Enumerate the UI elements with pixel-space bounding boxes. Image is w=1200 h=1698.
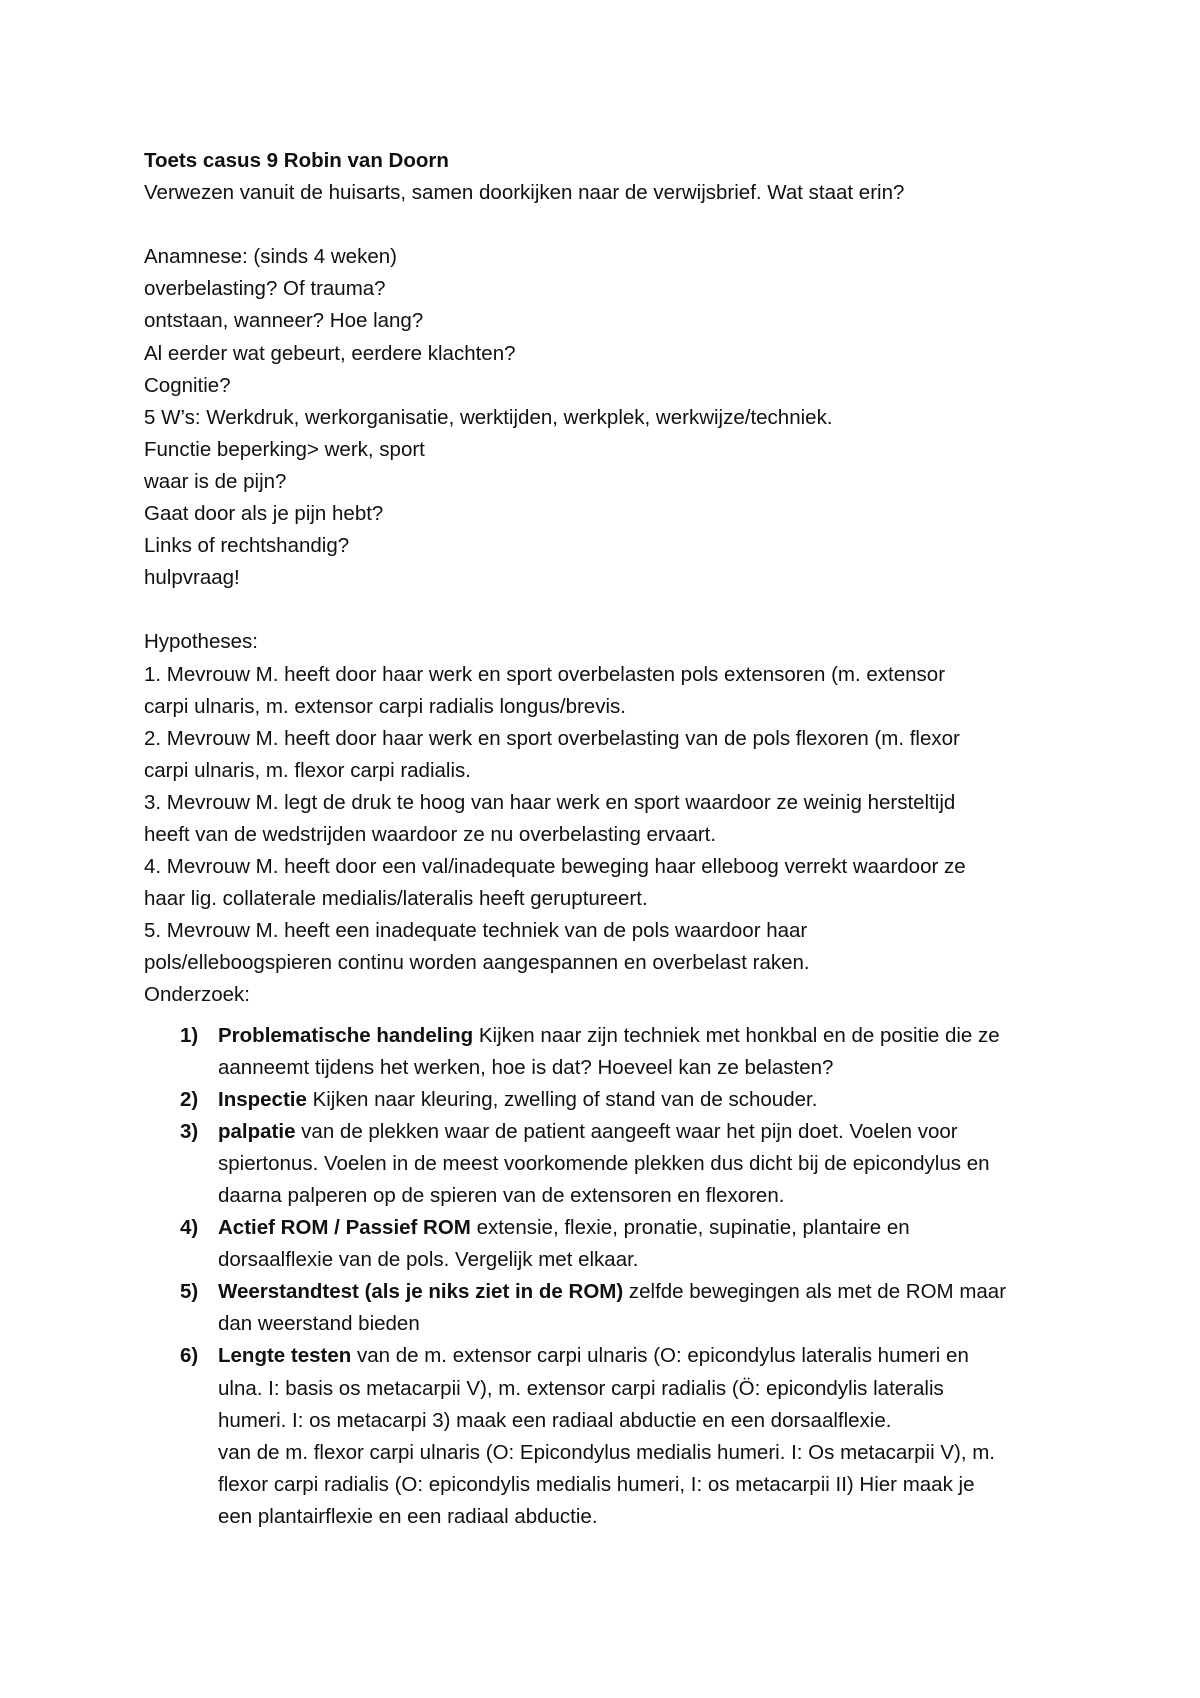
onderzoek-item [144,1116,1064,1212]
hypothesis-line: carpi ulnaris, m. flexor carpi radialis. [144,758,471,782]
item-label: Weerstandtest (als je niks ziet in de ROM) [218,1280,624,1304]
anamnese-line: ontstaan, wanneer? Hoe lang? [144,309,424,333]
item-text: zelfde bewegingen als met de ROM maar [623,1280,1007,1304]
list-number: 1) [180,1023,199,1047]
item-text: dorsaalflexie van de pols. Vergelijk met elkaar. [218,1248,639,1272]
anamnese-line: 5 W’s: Werkdruk, werkorganisatie, werktijden, werkplek, werkwijze/techniek. [144,405,833,429]
item-text: humeri. I: os metacarpi 3) maak een radiaal abductie en een dorsaalflexie. [218,1408,892,1432]
anamnese-line: hulpvraag! [144,566,240,590]
anamnese-section [144,241,1064,594]
anamnese-heading: Anamnese: (sinds 4 weken) [144,245,397,269]
list-number: 5) [180,1280,199,1304]
item-label: Inspectie [218,1087,307,1111]
hypothesis-line: 1. Mevrouw M. heeft door haar werk en sport overbelasten pols extensoren (m. extensor [144,662,946,686]
hypothesis-line: 4. Mevrouw M. heeft door een val/inadequate beweging haar elleboog verrekt waardoor ze [144,855,966,879]
item-text: spiertonus. Voelen in de meest voorkomende plekken dus dicht bij de epicondylus en [218,1151,990,1175]
hypothesis-line: 2. Mevrouw M. heeft door haar werk en sport overbelasting van de pols flexoren (m. flexor [144,726,960,750]
item-label: Actief ROM / Passief ROM [218,1216,471,1240]
item-text: dan weerstand bieden [218,1312,420,1336]
onderzoek-heading: Onderzoek: [144,983,250,1007]
anamnese-line: Links of rechtshandig? [144,534,350,558]
hypothesis-line: 5. Mevrouw M. heeft een inadequate techniek van de pols waardoor haar [144,919,808,943]
anamnese-line: Cognitie? [144,373,231,397]
document-page [144,145,1064,1533]
list-number: 6) [180,1344,199,1368]
onderzoek-item [144,1276,1064,1340]
item-text: van de m. extensor carpi ulnaris (O: epicondylus lateralis humeri en [351,1344,969,1368]
item-label: Lengte testen [218,1344,352,1368]
hypothesis-line: heeft van de wedstrijden waardoor ze nu overbelasting ervaart. [144,822,717,846]
hypothesis-line: 3. Mevrouw M. legt de druk te hoog van haar werk en sport waardoor ze weinig hersteltijd [144,790,956,814]
anamnese-line: waar is de pijn? [144,469,287,493]
anamnese-line: Al eerder wat gebeurt, eerdere klachten? [144,341,516,365]
item-text: daarna palperen op de spieren van de extensoren en flexoren. [218,1184,785,1207]
hypothesis-line: haar lig. collaterale medialis/lateralis heeft geruptureert. [144,887,648,911]
item-text: aanneemt tijdens het werken, hoe is dat? Hoeveel kan ze belasten? [218,1055,834,1079]
intro-text: Verwezen vanuit de huisarts, samen doorkijken naar de verwijsbrief. Wat staat erin? [144,181,905,205]
list-number: 4) [180,1216,199,1240]
spacer [144,594,1064,626]
anamnese-line: Functie beperking> werk, sport [144,437,425,461]
item-text: ulna. I: basis os metacarpii V), m. extensor carpi radialis (Ö: epicondylis lateralis [218,1376,944,1400]
hypotheses-section [144,626,1064,979]
item-label: palpatie [218,1119,296,1143]
anamnese-line: Gaat door als je pijn hebt? [144,502,384,526]
onderzoek-item [144,1020,1064,1084]
hypothesis-line: pols/elleboogspieren continu worden aangespannen en overbelast raken. [144,951,810,975]
item-text: van de plekken waar de patient aangeeft waar het pijn doet. Voelen voor [295,1119,958,1143]
list-number: 2) [180,1087,199,1111]
list-number: 3) [180,1119,199,1143]
spacer [144,209,1064,241]
hypotheses-heading: Hypotheses: [144,630,258,654]
item-text: Kijken naar zijn techniek met honkbal en de positie die ze [473,1023,1000,1047]
onderzoek-item [144,1084,1064,1116]
item-text: extensie, flexie, pronatie, supinatie, plantaire en [470,1216,910,1240]
hypothesis-line: carpi ulnaris, m. extensor carpi radialis longus/brevis. [144,694,626,718]
onderzoek-section [144,979,1064,1533]
anamnese-line: overbelasting? Of trauma? [144,277,386,301]
onderzoek-list [144,1020,1064,1534]
item-text: flexor carpi radialis (O: epicondylis medialis humeri, I: os metacarpii II) Hier maak je [218,1472,975,1496]
item-label: Problematische handeling [218,1023,474,1047]
onderzoek-item [144,1212,1064,1276]
item-text: van de m. flexor carpi ulnaris (O: Epicondylus medialis humeri. I: Os metacarpii V), m. [218,1440,995,1464]
item-text: een plantairflexie en een radiaal abductie. [218,1504,598,1528]
document-title: Toets casus 9 Robin van Doorn [144,149,449,172]
onderzoek-item [144,1340,1064,1533]
item-text: Kijken naar kleuring, zwelling of stand van de schouder. [306,1087,818,1111]
